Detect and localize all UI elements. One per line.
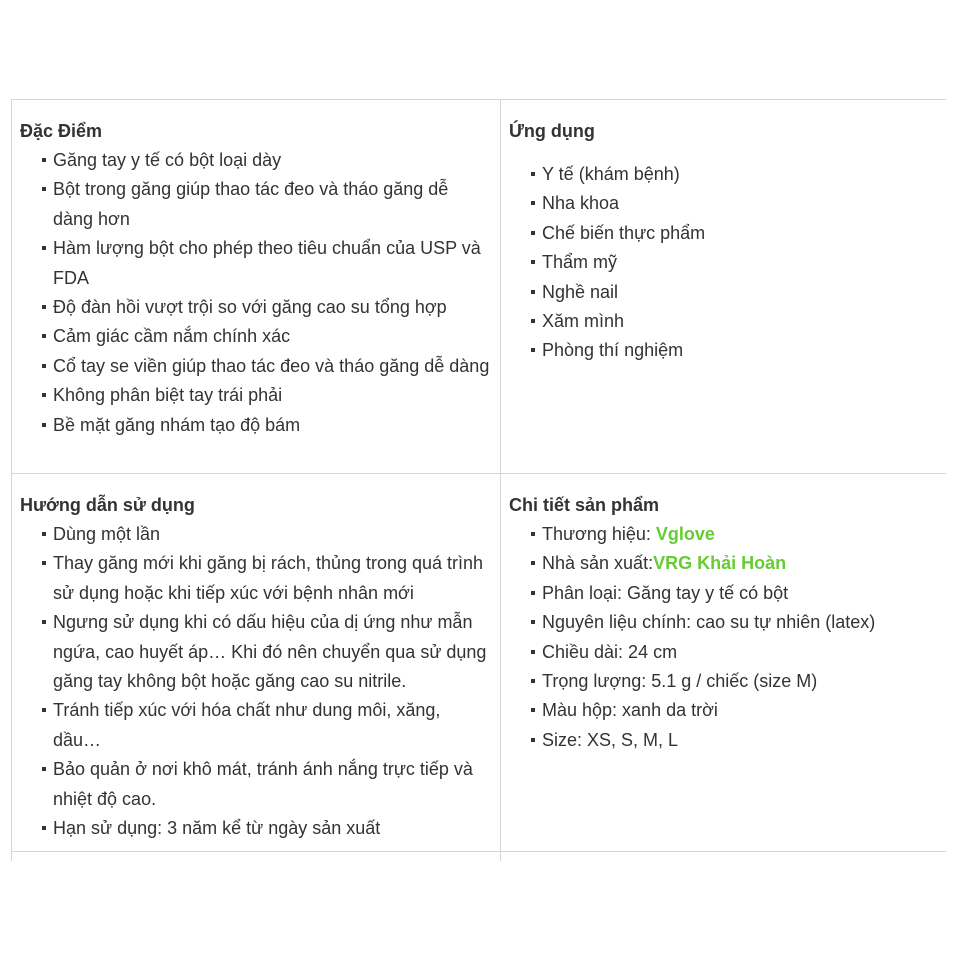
maker-item xyxy=(531,549,938,578)
details-cell xyxy=(501,474,947,852)
brand-value: Vglove xyxy=(655,524,715,544)
details-list xyxy=(509,520,938,755)
list-item: Chế biến thực phẩm xyxy=(531,219,938,248)
applications-cell xyxy=(501,100,947,474)
list-item: Y tế (khám bệnh) xyxy=(531,160,938,189)
list-item: Nghề nail xyxy=(531,278,938,307)
list-item: Phòng thí nghiệm xyxy=(531,336,938,365)
list-item: Hạn sử dụng: 3 năm kể từ ngày sản xuất xyxy=(42,814,492,843)
list-item: Ngưng sử dụng khi có dấu hiệu của dị ứng như mẫn ngứa, cao huyết áp… Khi đó nên chuyển qua sử dụng găng tay không bột hoặc găng cao su nitrile. xyxy=(42,608,492,696)
list-item: Xăm mình xyxy=(531,307,938,336)
list-item: Bột trong găng giúp thao tác đeo và tháo găng dễ dàng hơn xyxy=(42,175,492,234)
features-cell xyxy=(12,100,501,474)
list-item: Phân loại: Găng tay y tế có bột xyxy=(531,579,938,608)
usage-cell xyxy=(12,474,501,852)
features-list xyxy=(20,146,492,440)
list-item: Bảo quản ở nơi khô mát, tránh ánh nắng trực tiếp và nhiệt độ cao. xyxy=(42,755,492,814)
list-item: Chiều dài: 24 cm xyxy=(531,638,938,667)
list-item: Không phân biệt tay trái phải xyxy=(42,381,492,410)
list-item: Size: XS, S, M, L xyxy=(531,726,938,755)
list-item: Thay găng mới khi găng bị rách, thủng trong quá trình sử dụng hoặc khi tiếp xúc với bệnh nhân mới xyxy=(42,549,492,608)
features-heading: Đặc Điểm xyxy=(20,121,103,141)
spec-table xyxy=(11,99,946,861)
list-item: Trọng lượng: 5.1 g / chiếc (size M) xyxy=(531,667,938,696)
list-item: Cổ tay se viền giúp thao tác đeo và tháo găng dễ dàng xyxy=(42,352,492,381)
list-item: Thẩm mỹ xyxy=(531,248,938,277)
list-item: Nguyên liệu chính: cao su tự nhiên (latex) xyxy=(531,608,938,637)
list-item: Hàm lượng bột cho phép theo tiêu chuẩn của USP và FDA xyxy=(42,234,492,293)
list-item: Màu hộp: xanh da trời xyxy=(531,696,938,725)
spec-table-container xyxy=(11,99,946,861)
brand-label: Thương hiệu: xyxy=(542,524,656,544)
maker-label: Nhà sản xuất: xyxy=(542,553,654,574)
list-item: Bề mặt găng nhám tạo độ bám xyxy=(42,411,492,440)
list-item: Nha khoa xyxy=(531,189,938,218)
list-item: Độ đàn hồi vượt trội so với găng cao su tổng hợp xyxy=(42,293,492,322)
brand-item xyxy=(531,520,938,549)
maker-value: VRG Khải Hoàn xyxy=(653,553,787,574)
list-item: Tránh tiếp xúc với hóa chất như dung môi, xăng, dầu… xyxy=(42,696,492,755)
usage-list xyxy=(20,520,492,843)
usage-heading: Hướng dẫn sử dụng xyxy=(20,495,195,515)
cut-off-cell-right xyxy=(501,852,947,861)
applications-heading: Ứng dụng xyxy=(509,121,595,141)
applications-list xyxy=(509,160,938,366)
list-item: Cảm giác cầm nắm chính xác xyxy=(42,322,492,351)
cut-off-cell-left xyxy=(12,852,501,861)
details-heading: Chi tiết sản phẩm xyxy=(509,495,660,515)
list-item: Găng tay y tế có bột loại dày xyxy=(42,146,492,175)
list-item: Dùng một lần xyxy=(42,520,492,549)
